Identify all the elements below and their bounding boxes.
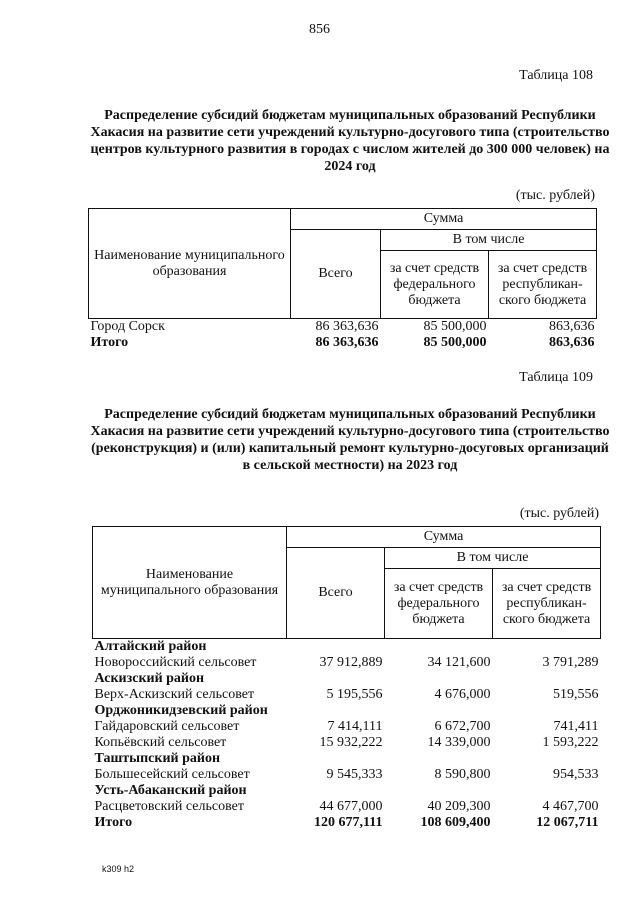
cell-name: Новороссийский сельсовет [94,655,257,670]
cell-name: Расцветовский сельсовет [94,799,244,814]
header-total: Всего [291,230,381,319]
cell-name: Гайдаровский сельсовет [94,719,240,734]
footer-code: k309 h2 [102,864,135,874]
cell-total: 15 932,222 [319,735,383,750]
table-109-title: Распределение субсидий бюджетам муниципальных образований Республики Хакасия на развитие сети учреждений культурно-досугового типа (строительство (реконструкция) и (или) капитальный ремонт культурно-досуговых организаций в сельской местности) на 2023 год [90,407,610,473]
cell-federal: 34 121,600 [427,655,491,670]
district-name: Орджоникидзевский район [94,703,268,718]
cell-federal: 85 500,000 [423,335,487,350]
header-sum: Сумма [291,209,597,230]
cell-federal: 14 339,000 [427,735,491,750]
cell-total: 37 912,889 [319,655,383,670]
cell-name: Город Сорск [90,319,165,334]
cell-republic: 954,533 [553,767,599,782]
cell-republic: 863,636 [549,335,595,350]
table-109 [92,526,601,831]
table-row [93,735,601,751]
table-row [93,767,601,783]
cell-federal: 4 676,000 [434,687,491,702]
cell-name: Большесейский сельсовет [94,767,250,782]
cell-federal: 85 500,000 [423,319,487,334]
header-including: В том числе [385,548,601,569]
header-republic: за счет средств республикан-ского бюджета [493,569,601,639]
table-row [93,655,601,671]
header-including: В том числе [381,230,597,251]
header-name: Наименование муниципального образования [93,527,287,639]
table-109-unit: (тыс. рублей) [519,506,599,521]
table-row [89,319,597,336]
header-total: Всего [287,548,385,639]
cell-total: 44 677,000 [319,799,383,814]
table-109-label: Таблица 109 [519,370,593,385]
cell-republic: 519,556 [553,687,599,702]
district-row [93,639,601,656]
cell-name: Итого [94,815,133,830]
cell-total: 120 677,111 [314,815,383,830]
cell-name: Копьёвский сельсовет [94,735,227,750]
table-108-unit: (тыс. рублей) [515,188,595,203]
table-row [93,799,601,815]
cell-republic: 12 067,711 [536,815,599,830]
header-federal: за счет средств федерального бюджета [381,251,489,319]
cell-total: 5 195,556 [326,687,383,702]
cell-republic: 4 467,700 [542,799,599,814]
table-row [93,687,601,703]
cell-republic: 863,636 [549,319,595,334]
header-republic: за счет средств республикан-ского бюджета [489,251,597,319]
page-number: 856 [309,22,330,37]
cell-name: Верх-Аскизский сельсовет [94,687,255,702]
district-row [93,783,601,799]
header-name: Наименование муниципального образования [89,209,291,319]
total-row [93,815,601,831]
district-name: Алтайский район [94,639,207,654]
cell-federal: 108 609,400 [420,815,491,830]
cell-republic: 741,411 [553,719,599,734]
district-name: Аскизский район [94,671,205,686]
table-108-label: Таблица 108 [519,68,593,83]
table-108 [88,208,597,351]
cell-total: 7 414,111 [327,719,383,734]
table-row [93,719,601,735]
header-federal: за счет средств федерального бюджета [385,569,493,639]
cell-federal: 8 590,800 [434,767,491,782]
cell-total: 9 545,333 [326,767,383,782]
district-row [93,671,601,687]
district-row [93,703,601,719]
table-108-title: Распределение субсидий бюджетам муниципальных образований Республики Хакасия на развитие сети учреждений культурно-досугового типа (строительство центров культурного развития в городах с числом жителей до 300 000 человек) на 2024 год [90,108,610,174]
cell-total: 86 363,636 [315,335,379,350]
cell-name: Итого [90,335,129,350]
cell-republic: 1 593,222 [542,735,599,750]
cell-republic: 3 791,289 [542,655,599,670]
district-name: Усть-Абаканский район [94,783,247,798]
total-row [89,335,597,351]
header-sum: Сумма [287,527,601,548]
cell-federal: 6 672,700 [434,719,491,734]
cell-federal: 40 209,300 [427,799,491,814]
cell-total: 86 363,636 [315,319,379,334]
district-row [93,751,601,767]
district-name: Таштыпский район [94,751,221,766]
